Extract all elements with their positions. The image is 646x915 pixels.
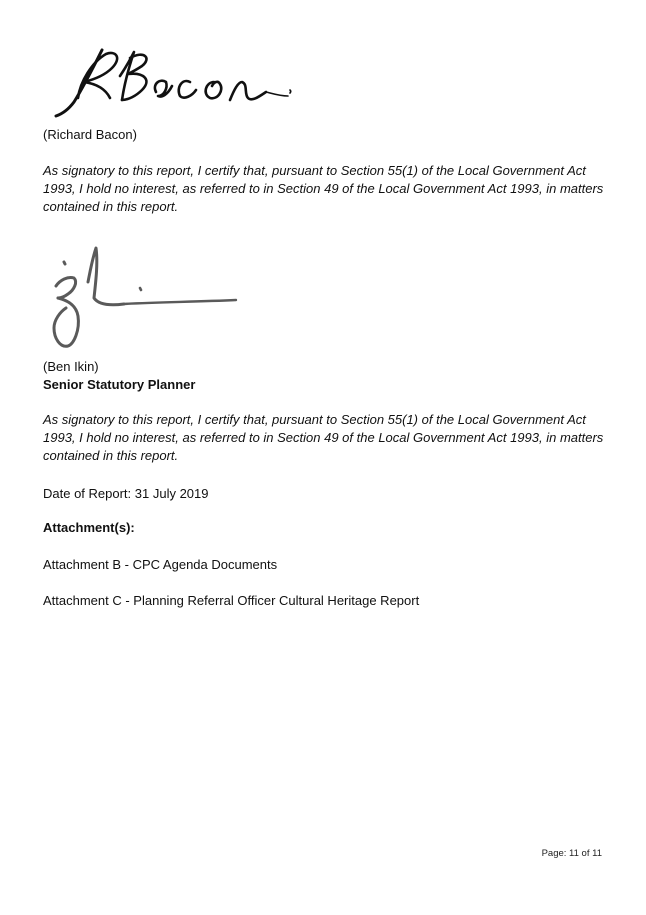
signatory-title: Senior Statutory Planner [43, 377, 196, 392]
attachment-item-b: Attachment B - CPC Agenda Documents [43, 557, 278, 572]
page-number: Page: 11 of 11 [541, 848, 602, 859]
attachment-item-c: Attachment C - Planning Referral Officer Cultural Heritage Report [43, 593, 420, 608]
signatory-declaration-2: As signatory to this report, I certify that, pursuant to Section 55(1) of the Local Government Act 1993, I hold no interest, as referred to in Section 49 of the Local Government Act 1993, in matters contained in this report. [43, 412, 604, 463]
signatory-name-ben-ikin: (Ben Ikin) [43, 359, 99, 374]
signatory-name-richard-bacon: (Richard Bacon) [43, 127, 137, 142]
signature-richard-bacon [44, 40, 300, 120]
attachments-heading: Attachment(s): [43, 520, 135, 535]
report-date: Date of Report: 31 July 2019 [43, 486, 209, 501]
signatory-declaration-1: As signatory to this report, I certify that, pursuant to Section 55(1) of the Local Government Act 1993, I hold no interest, as referred to in Section 49 of the Local Government Act 1993, in matters contained in this report. [43, 163, 604, 214]
signature-ben-ikin [44, 242, 244, 354]
